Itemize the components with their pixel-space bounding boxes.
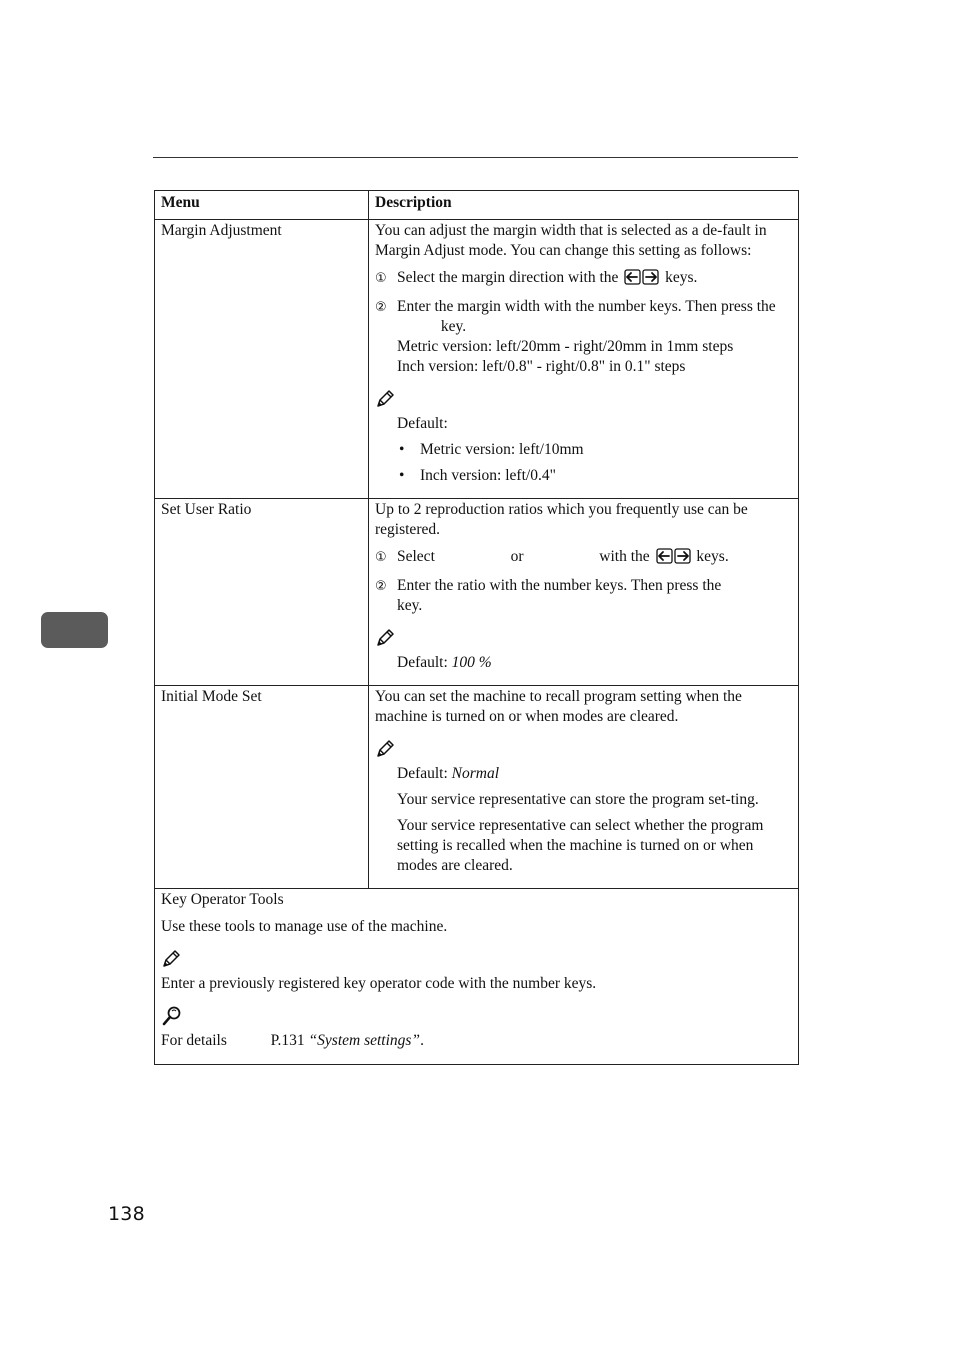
step-instruction (397, 297, 792, 337)
reference-line (161, 1031, 792, 1051)
step-text (397, 547, 792, 570)
left-right-arrow-keys-icon (656, 548, 691, 570)
step-text-before: Select the margin direction with the (397, 269, 619, 286)
menu-header: Menu (155, 191, 369, 220)
inch-range: Inch version: left/0.8" - right/0.8" in 0.1" steps (397, 358, 686, 375)
left-right-arrow-keys-icon (624, 269, 659, 291)
description-cell (369, 686, 799, 889)
default-inch: Inch version: left/0.4" (420, 467, 556, 484)
default-values-list (397, 440, 792, 486)
step-text-before: Enter the margin width with the number keys. Then press the (397, 298, 776, 315)
table-row (155, 889, 799, 1065)
chapter-tab (41, 612, 108, 648)
service-note: Your service representative can store the program set-ting. (397, 791, 759, 808)
pencil-note-icon (375, 628, 395, 648)
pencil-note-icon (161, 949, 181, 969)
bullet-icon: • (399, 467, 405, 484)
step-text-after: key. (440, 318, 467, 335)
default-setting (397, 764, 792, 784)
step-number-icon: ① (375, 271, 387, 286)
list-item (397, 440, 792, 460)
default-value: Normal (451, 765, 500, 782)
step-text-before: Enter the ratio with the number keys. Then press the (397, 577, 722, 594)
list-item (397, 466, 792, 486)
magnifier-icon (161, 1005, 183, 1027)
default-metric: Metric version: left/10mm (420, 441, 584, 458)
step-text (397, 297, 792, 377)
default-value: 100 % (451, 654, 492, 671)
step-text-after: key. (397, 597, 423, 614)
page-number: 138 (108, 1203, 145, 1225)
step-select-label: Select (397, 548, 435, 565)
description-intro: You can adjust the margin width that is selected as a de-fault in Margin Adjust mode. You can change this setting as follows: (375, 222, 767, 259)
note-content (397, 414, 792, 434)
step-item (375, 268, 792, 291)
default-setting (397, 653, 792, 673)
description-cell (369, 220, 799, 499)
menu-cell: Margin Adjustment (155, 220, 369, 499)
note-content (397, 653, 792, 673)
step-number-icon: ② (375, 579, 387, 594)
menu-cell: Set User Ratio (155, 499, 369, 686)
step-item (375, 576, 792, 616)
section-description: Use these tools to manage use of the machine. (161, 918, 448, 935)
step-text-after: keys. (665, 269, 698, 286)
menu-cell: Initial Mode Set (155, 686, 369, 889)
section-title: Key Operator Tools (161, 891, 284, 908)
default-label: Default: (397, 765, 448, 782)
table-row (155, 220, 799, 499)
pencil-note-icon (375, 739, 395, 759)
note-text: Enter a previously registered key operator code with the number keys. (161, 975, 597, 992)
reference-page[interactable]: P.131 (270, 1032, 305, 1049)
step-text (397, 576, 792, 616)
reference-title[interactable]: “System settings” (308, 1032, 421, 1049)
default-label: Default: (397, 415, 448, 432)
step-or-label: or (510, 548, 524, 565)
step-text (397, 268, 792, 291)
step-with-label: with the (599, 548, 650, 565)
top-rule (153, 157, 798, 158)
key-operator-cell (155, 889, 799, 1065)
step-item (375, 297, 792, 377)
settings-table (154, 190, 799, 1065)
step-text-after: keys. (696, 548, 729, 565)
table-row (155, 499, 799, 686)
description-cell (369, 499, 799, 686)
metric-range: Metric version: left/20mm - right/20mm in 1mm steps (397, 338, 734, 355)
description-intro: You can set the machine to recall program setting when the machine is turned on or when modes are cleared. (375, 688, 742, 725)
reference-label: For details (161, 1032, 227, 1049)
step-number-icon: ② (375, 300, 387, 315)
bullet-icon: • (399, 441, 405, 458)
table-row (155, 686, 799, 889)
note-content (397, 764, 792, 876)
reference-period: . (420, 1032, 424, 1049)
description-intro: Up to 2 reproduction ratios which you frequently use can be registered. (375, 501, 748, 538)
service-note: Your service representative can select whether the program setting is recalled when the machine is turned on or when modes are cleared. (397, 817, 764, 874)
step-number-icon: ① (375, 550, 387, 565)
table-header-row (155, 191, 799, 220)
description-header: Description (369, 191, 799, 220)
default-label: Default: (397, 654, 448, 671)
step-item (375, 547, 792, 570)
pencil-note-icon (375, 389, 395, 409)
